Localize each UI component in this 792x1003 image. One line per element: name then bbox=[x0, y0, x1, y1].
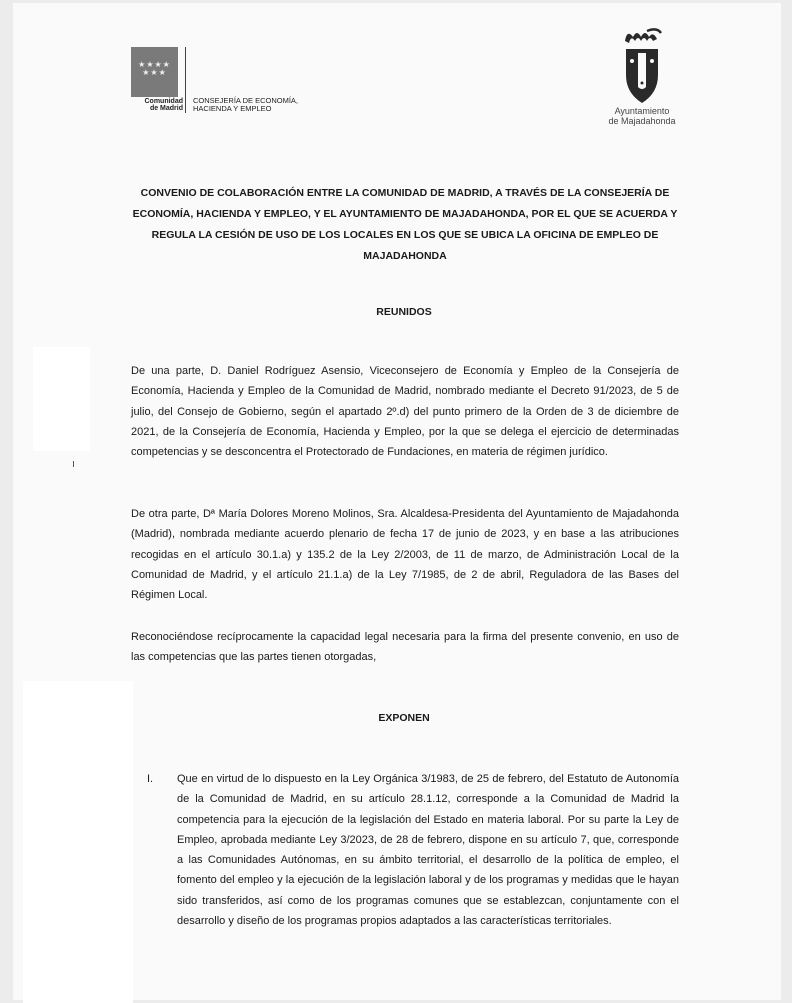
consejeria-line1: CONSEJERÍA DE ECONOMÍA, bbox=[193, 96, 299, 105]
comunidad-name-line1: Comunidad bbox=[144, 98, 183, 105]
comunidad-madrid-flag-logo bbox=[131, 47, 178, 97]
flag-stars: ★★★★ ★★★ bbox=[138, 60, 171, 77]
comunidad-madrid-name bbox=[127, 98, 183, 112]
redaction-box bbox=[23, 681, 133, 1003]
margin-mark bbox=[73, 461, 74, 467]
heading-exponen: EXPONEN bbox=[378, 712, 430, 724]
paragraph-recognition: Reconociéndose recíprocamente la capacidad legal necesaria para la firma del presente convenio, en uso de las competencias que las partes tienen otorgadas, bbox=[131, 631, 679, 664]
redaction-box bbox=[33, 347, 90, 451]
consejeria-name bbox=[193, 97, 343, 113]
comunidad-name-line2: de Madrid bbox=[149, 105, 183, 112]
majadahonda-label: de Majadahonda bbox=[608, 116, 676, 126]
item-text-1: Que en virtud de lo dispuesto en la Ley Orgánica 3/1983, de 25 de febrero, del Estatuto de Autonomía de la Comunidad de Madrid, en su artículo 28.1.12, corresponde a la Comunidad de Madrid la competencia para la ejecución de la legislación del Estado en materia laboral. Por su parte la Ley de Empleo, aprobada mediante Ley 3/2023, de 28 de febrero, dispone en su artículo 7, que, corresponde a las Comunidades Autónomas, en su ámbito territorial, el desarrollo de la política de empleo, el fomento del empleo y la ejecución de la legislación laboral y de los programas y medidas que le hayan sido transferidos, así como de los programas comunes que se establezcan, conjuntamente con el desarrollo y diseño de los programas propios adaptados a las características territoriales. bbox=[177, 773, 679, 928]
heading-reunidos: REUNIDOS bbox=[376, 306, 432, 318]
paragraph-second-party: De otra parte, Dª María Dolores Moreno Molinos, Sra. Alcaldesa-Presidenta del Ayuntamiento de Majadahonda (Madrid), nombrada mediante acuerdo plenario de fecha 17 de junio de 2023, y en base a las atribuciones recogidas en el artículo 30.1.a) y 135.2 de la Ley 2/2003, de 11 de marzo, de Administración Local de la Comunidad de Madrid, y el artículo 21.1.a) de la Ley 7/1985, de 2 de abril, Reguladora de las Bases del Régimen Local. bbox=[131, 508, 679, 602]
paragraph-first-party: De una parte, D. Daniel Rodríguez Asensio, Viceconsejero de Economía y Empleo de la Consejería de Economía, Hacienda y Empleo de la Comunidad de Madrid, nombrado mediante el Decreto 91/2023, de 5 de julio, del Consejo de Gobierno, según el apartado 2º.d) del punto primero de la Orden de 3 de diciembre de 2021, de la Consejería de Economía, Hacienda y Empleo, por la que se delega el ejercicio de determinadas competencias y se desconcentra el Protectorado de Fundaciones, en materia de régimen jurídico. bbox=[131, 365, 679, 459]
majadahonda-crest-icon bbox=[617, 27, 667, 109]
document-title: CONVENIO DE COLABORACIÓN ENTRE LA COMUNIDAD DE MADRID, A TRAVÉS DE LA CONSEJERÍA DE ECONOMÍA, HACIENDA Y EMPLEO, Y EL AYUNTAMIENTO DE MAJADAHONDA, POR EL QUE SE ACUERDA Y REGULA LA CESIÓN DE USO DE LOS LOCALES EN LOS QUE SE UBICA LA OFICINA DE EMPLEO DE MAJADAHONDA bbox=[132, 187, 678, 262]
consejeria-line2: HACIENDA Y EMPLEO bbox=[193, 104, 272, 113]
document-page bbox=[13, 3, 781, 1000]
majadahonda-logo-text bbox=[593, 106, 691, 126]
logo-divider bbox=[185, 47, 186, 113]
ayuntamiento-label: Ayuntamiento bbox=[614, 106, 670, 116]
item-number-1: I. bbox=[147, 773, 154, 785]
